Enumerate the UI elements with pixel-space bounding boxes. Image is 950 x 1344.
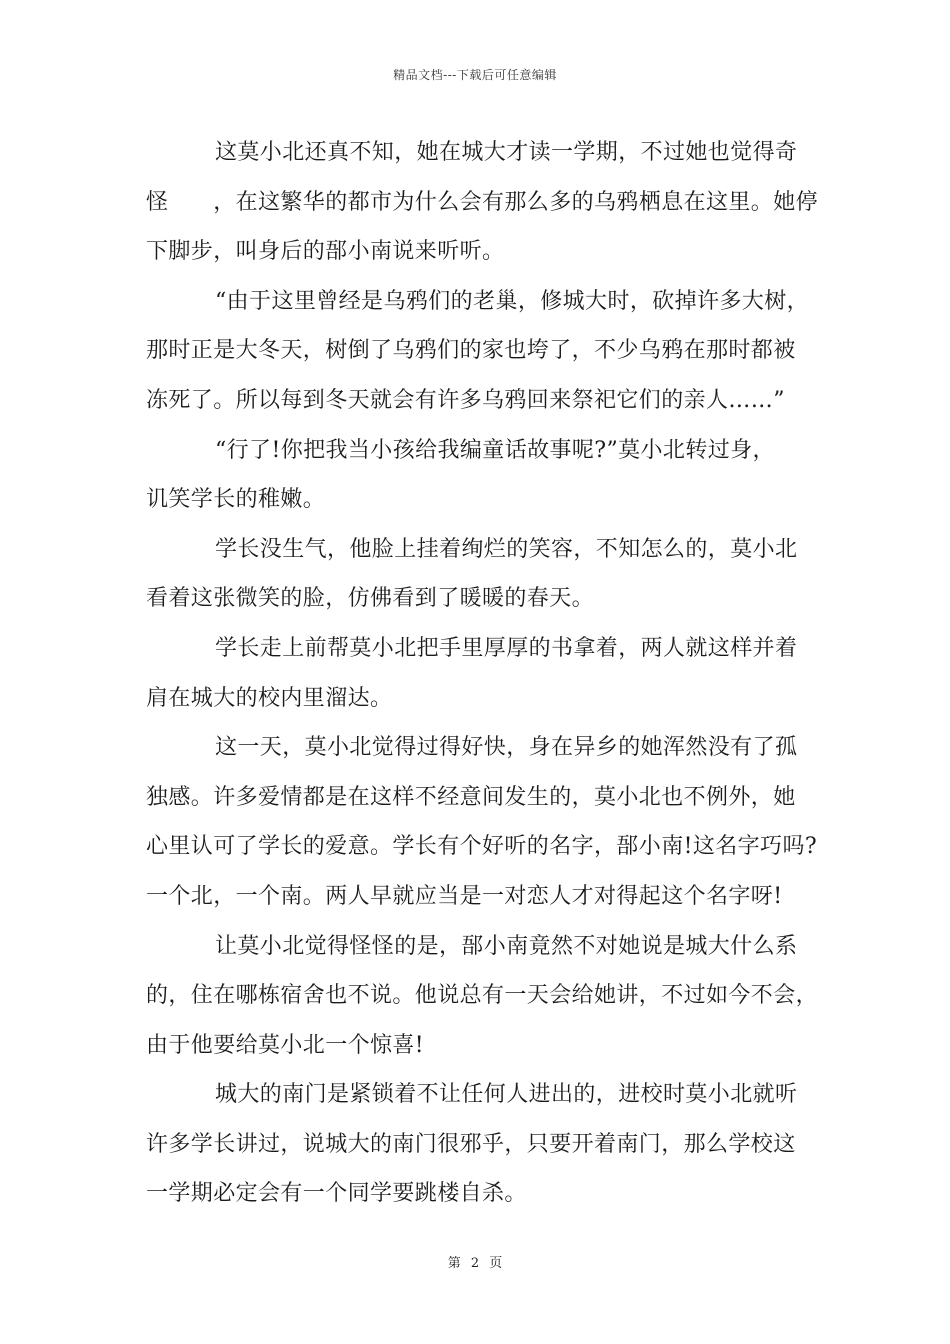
text-line: “行了!你把我当小孩给我编童话故事呢?”莫小北转过身， <box>215 437 775 463</box>
page-prefix: 第 <box>447 1256 461 1271</box>
page-header <box>0 66 950 83</box>
text-line: 一个北，一个南。两人早就应当是一对恋人才对得起这个名字呀! <box>146 883 783 909</box>
document-body <box>146 128 826 1219</box>
text-line: 冻死了。所以每到冬天就会有许多乌鸦回来祭祀它们的亲人……” <box>146 387 785 413</box>
text-line: 那时正是大冬天，树倒了乌鸦们的家也垮了，不少乌鸦在那时都被 <box>146 338 796 364</box>
page-suffix: 页 <box>489 1256 503 1271</box>
text-line: 看着这张微笑的脸，仿佛看到了暖暖的春天。 <box>146 586 595 612</box>
text-line: 让莫小北觉得怪怪的是，郚小南竟然不对她说是城大什么系 <box>215 933 798 959</box>
text-line: 这莫小北还真不知，她在城大才读一学期，不过她也觉得奇 <box>215 140 798 165</box>
page-footer <box>0 1252 950 1271</box>
page-number: 2 <box>470 1256 480 1271</box>
text-line: 下脚步，叫身后的郚小南说来听听。 <box>146 239 505 265</box>
text-line: 怪 ，在这繁华的都市为什么会有那么多的乌鸦栖息在这里。她停 <box>146 189 819 215</box>
text-line: 学长没生气，他脸上挂着绚烂的笑容，不知怎么的，莫小北 <box>215 536 798 562</box>
text-line: 这一天，莫小北觉得过得好快，身在异乡的她浑然没有了孤 <box>215 735 798 761</box>
text-line: “由于这里曾经是乌鸦们的老巢，修城大时，砍掉许多大树， <box>215 288 810 314</box>
text-line: 由于他要给莫小北一个惊喜! <box>146 1032 425 1058</box>
text-line: 的，住在哪栋宿舍也不说。他说总有一天会给她讲，不过如今不会， <box>146 983 819 1009</box>
header-text: 精品文档---下载后可任意编辑 <box>393 68 557 82</box>
text-line: 一学期必定会有一个同学要跳楼自杀。 <box>146 1181 527 1207</box>
text-line: 城大的南门是紧锁着不让任何人进出的，进校时莫小北就听 <box>215 1082 798 1108</box>
text-line: 独感。许多爱情都是在这样不经意间发生的，莫小北也不例外，她 <box>146 784 796 810</box>
text-line: 学长走上前帮莫小北把手里厚厚的书拿着，两人就这样并着 <box>215 635 798 661</box>
text-line: 心里认可了学长的爱意。学长有个好听的名字，郚小南!这名字巧吗? <box>146 834 818 860</box>
text-line: 讥笑学长的稚嫩。 <box>146 487 326 513</box>
text-line: 许多学长讲过，说城大的南门很邪乎，只要开着南门，那么学校这 <box>146 1131 796 1157</box>
text-line: 肩在城大的校内里溜达。 <box>146 685 393 711</box>
